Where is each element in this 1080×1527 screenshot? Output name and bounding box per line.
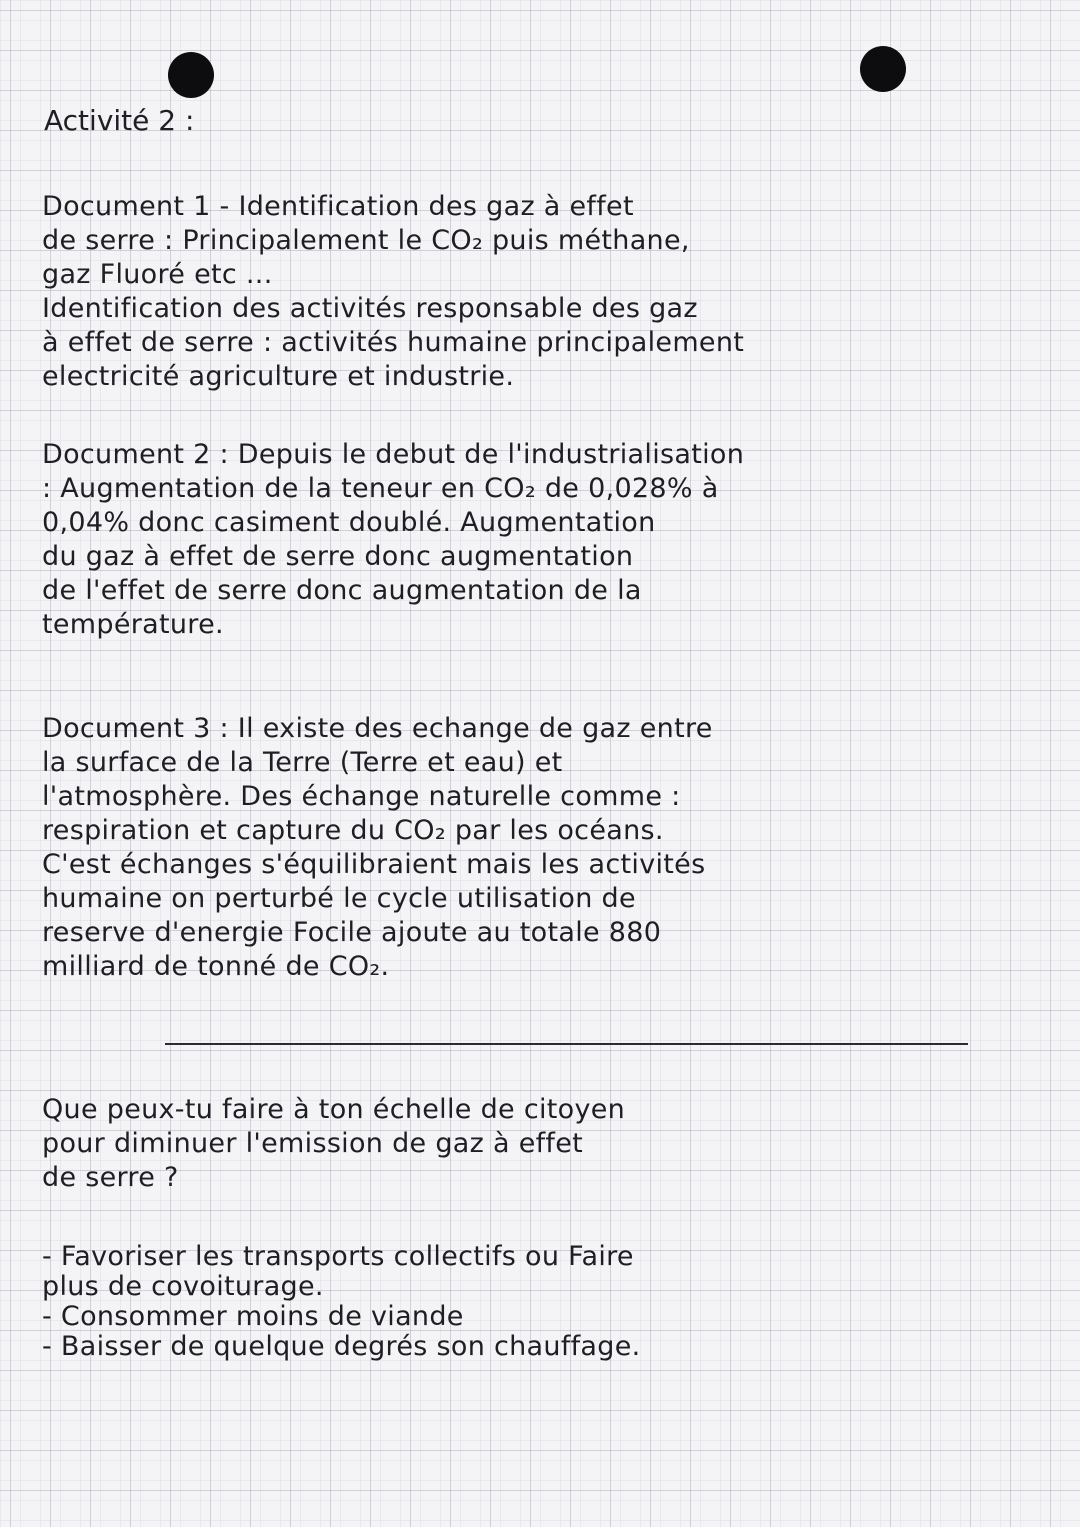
text-line: du gaz à effet de serre donc augmentation — [42, 541, 634, 572]
text-line: l'atmosphère. Des échange naturelle comme : — [42, 781, 681, 812]
text-line: 0,04% donc casiment doublé. Augmentation — [42, 507, 656, 538]
document-1-paragraph — [42, 190, 1052, 394]
text-line: electricité agriculture et industrie. — [42, 361, 515, 392]
list-item: - Favoriser les transports collectifs ou Faire — [42, 1241, 634, 1272]
text-line: milliard de tonné de CO₂. — [42, 951, 390, 982]
answers-list — [42, 1240, 1052, 1360]
text-line: gaz Fluoré etc ... — [42, 259, 273, 290]
activity-title: Activité 2 : — [44, 104, 195, 137]
text-line: de l'effet de serre donc augmentation de la — [42, 575, 642, 606]
text-line: de serre ? — [42, 1162, 179, 1193]
text-line: C'est échanges s'équilibraient mais les activités — [42, 849, 706, 880]
text-line: Que peux-tu faire à ton échelle de citoyen — [42, 1094, 626, 1125]
text-line: pour diminuer l'emission de gaz à effet — [42, 1128, 584, 1159]
question-paragraph — [42, 1093, 1052, 1195]
list-item: plus de covoiturage. — [42, 1271, 324, 1302]
text-line: température. — [42, 609, 224, 640]
text-line: respiration et capture du CO₂ par les océans. — [42, 815, 664, 846]
list-item: - Baisser de quelque degrés son chauffage. — [42, 1331, 641, 1362]
text-line: reserve d'energie Focile ajoute au totale 880 — [42, 917, 662, 948]
text-line: de serre : Principalement le CO₂ puis méthane, — [42, 225, 690, 256]
document-3-paragraph — [42, 712, 1052, 984]
binder-hole-left — [168, 52, 214, 98]
text-line: à effet de serre : activités humaine principalement — [42, 327, 745, 358]
text-line: Document 1 - Identification des gaz à effet — [42, 191, 634, 222]
list-item: - Consommer moins de viande — [42, 1301, 464, 1332]
text-line: : Augmentation de la teneur en CO₂ de 0,028% à — [42, 473, 719, 504]
text-line: Identification des activités responsable des gaz — [42, 293, 698, 324]
text-line: humaine on perturbé le cycle utilisation de — [42, 883, 636, 914]
binder-hole-right — [860, 46, 906, 92]
text-line: la surface de la Terre (Terre et eau) et — [42, 747, 563, 778]
section-divider — [165, 1043, 968, 1045]
text-line: Document 3 : Il existe des echange de gaz entre — [42, 713, 713, 744]
document-2-paragraph — [42, 438, 1052, 642]
text-line: Document 2 : Depuis le debut de l'industrialisation — [42, 439, 745, 470]
